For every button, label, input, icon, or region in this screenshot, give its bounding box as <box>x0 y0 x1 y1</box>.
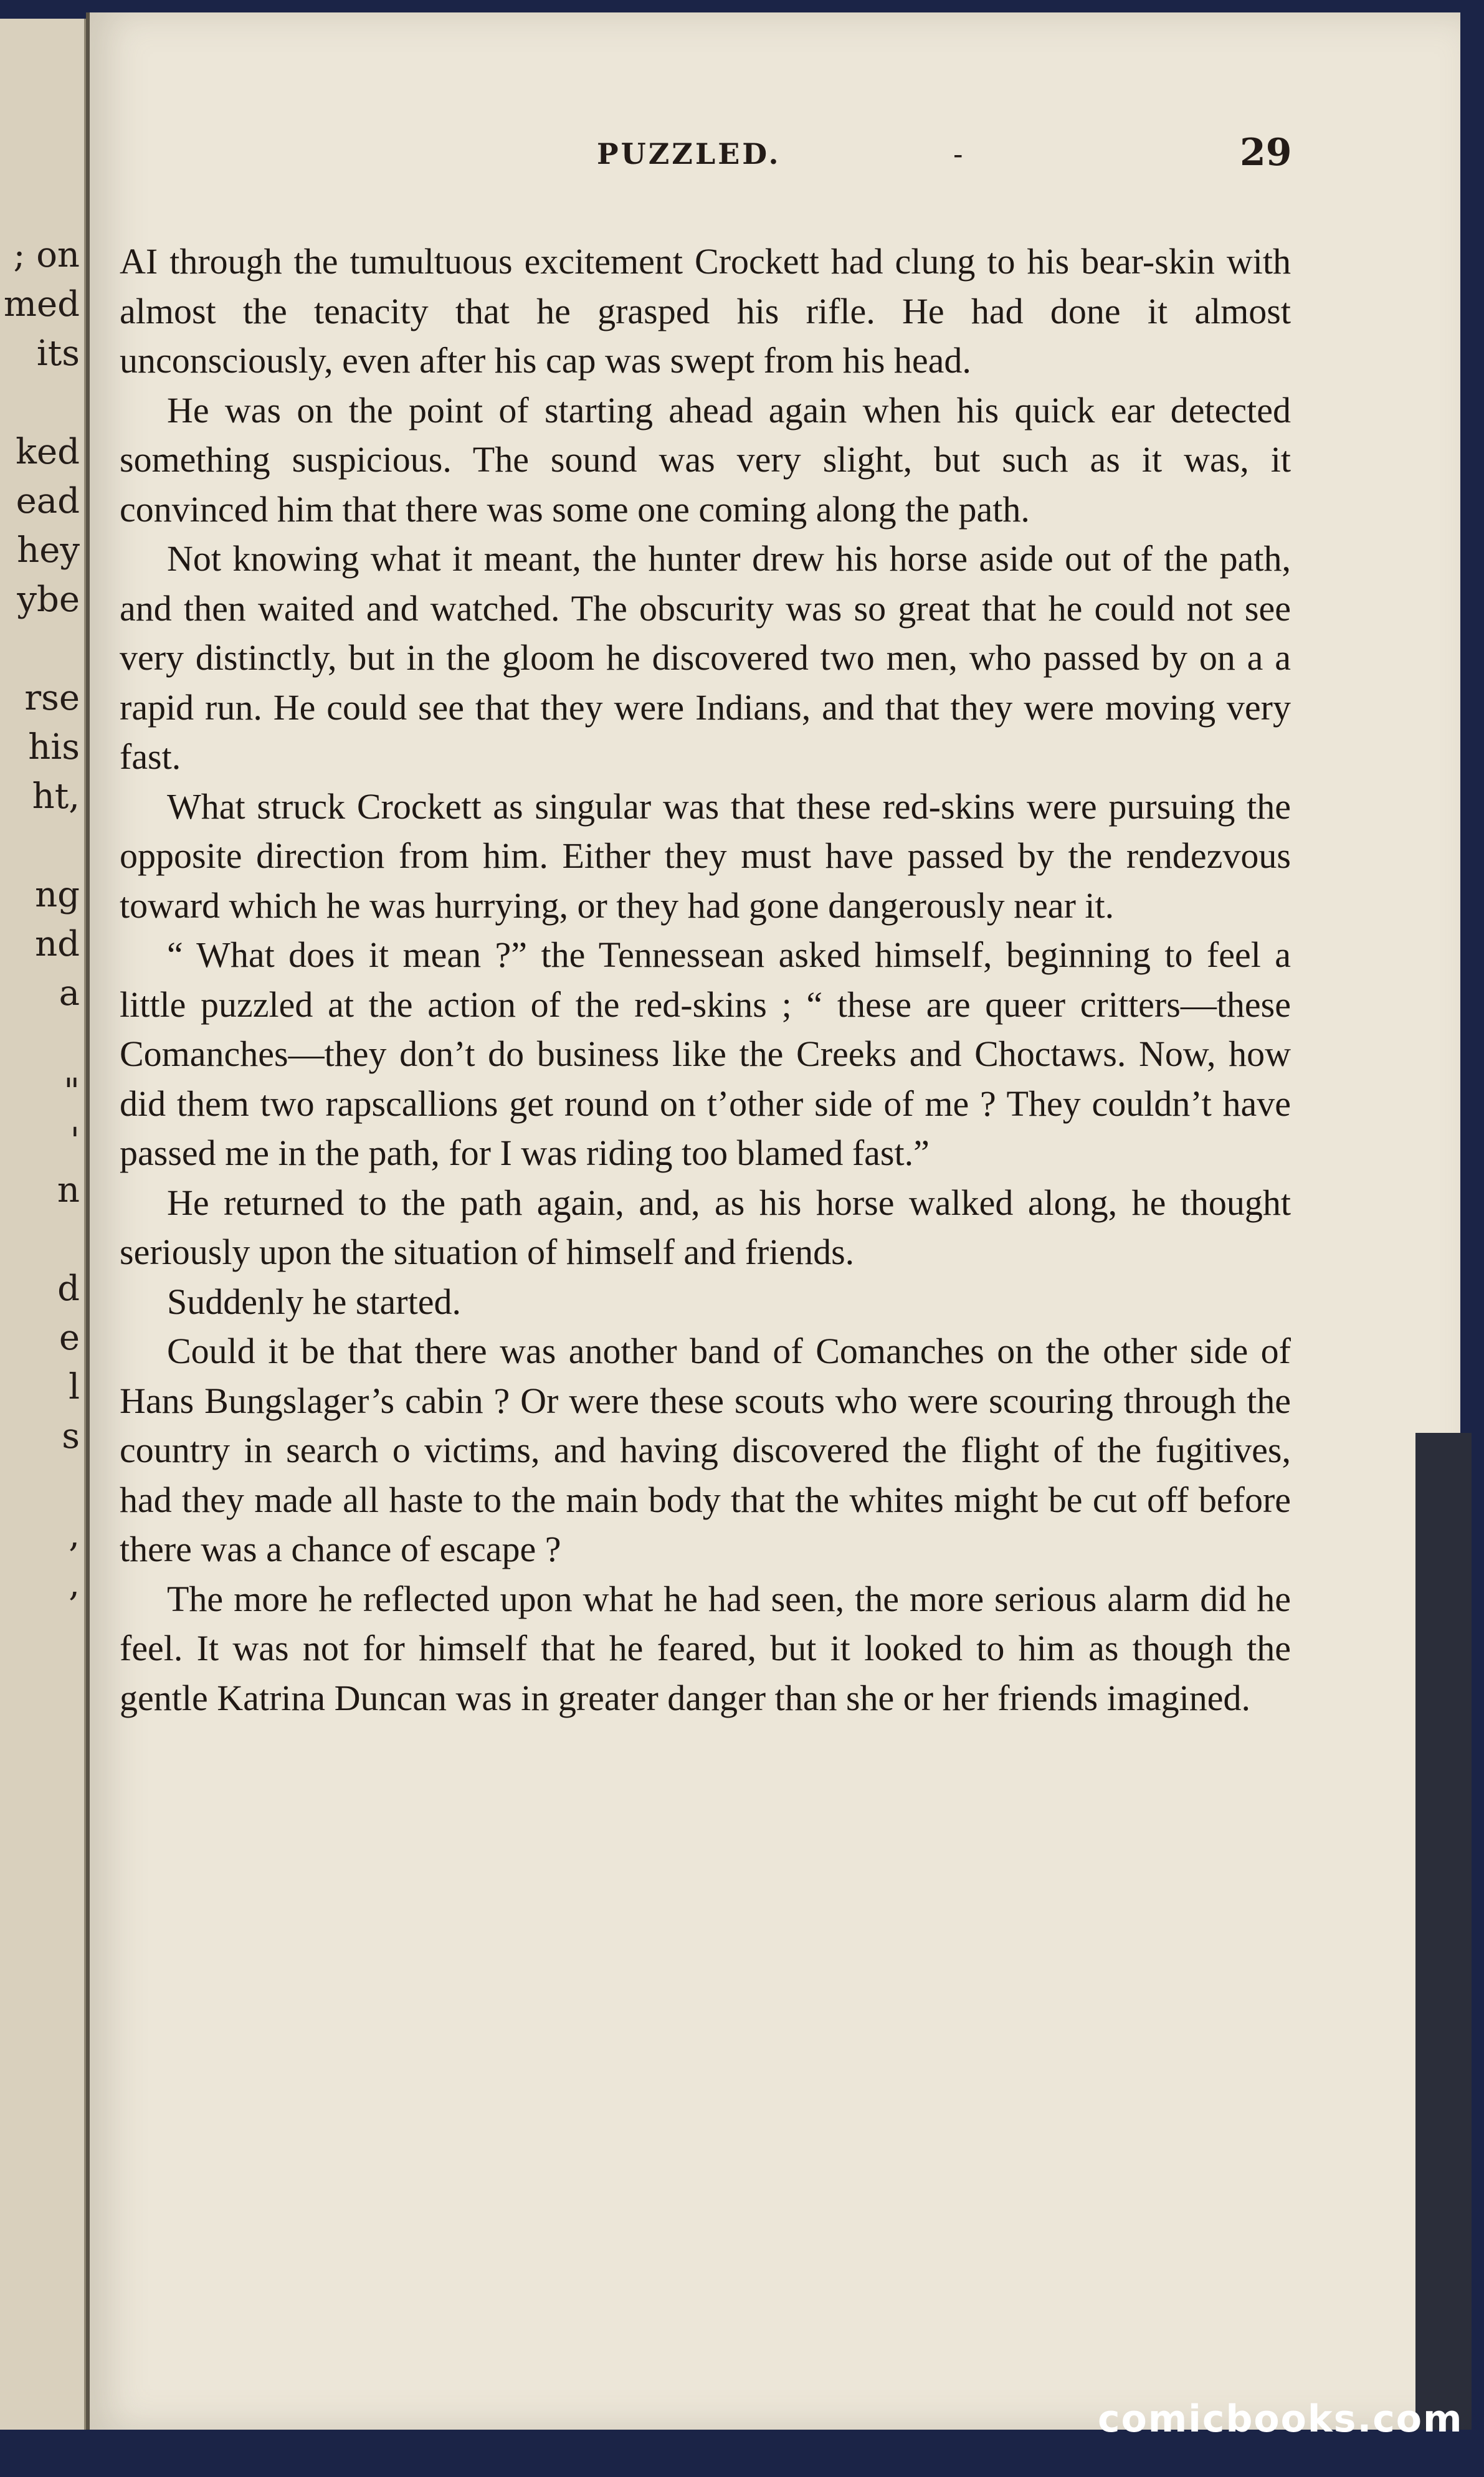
header-dash: - <box>953 137 963 171</box>
paragraph-2: He was on the point of starting ahead again when his quick ear detected something suspicious. The sound was very slight, but such as it was, it convinced him that there was some one coming along the path. <box>120 389 1291 530</box>
running-title: PUZZLED. <box>597 137 781 171</box>
paragraph-7: Suddenly he started. <box>167 1281 461 1322</box>
page-number: 29 <box>1240 131 1292 174</box>
paragraph-3: Not knowing what it meant, the hunter drew his horse aside out of the path, and then waited and watched. The obscurity was so great that he could not see very distinctly, but in the gloom he discovered two men, who passed by on a a rapid run. He could see that they were Indians, and that they were moving very fast. <box>120 538 1291 777</box>
paragraph-1: AI through the tumultuous excitement Crockett had clung to his bear-skin with almost the tenacity that he grasped his rifle. He had done it almost unconsciously, even after his cap was swept from his head. <box>120 241 1291 381</box>
left-page-text-fragments: ; on med its ked ead hey ybe rse his ht, ng nd a " ' n d e l s , , <box>3 235 80 1604</box>
paragraph-9: The more he reflected upon what he had seen, the more serious alarm did he feel. It was not for himself that he feared, but it looked to him as though the gentle Katrina Duncan was in greater danger than she or her friends imagined. <box>120 1578 1291 1718</box>
paragraph-8: Could it be that there was another band of Comanches on the other side of Hans Bungslager’s cabin ? Or were these scouts who were scouring through the country in search o victims, and having discovered the flight of the fugitives, had they made all haste to the main body that the whites might be cut off before there was a chance of escape ? <box>120 1331 1291 1569</box>
page-body-text <box>120 237 1291 1723</box>
left-page-edge <box>0 19 87 2430</box>
paragraph-4: What struck Crockett as singular was that these red-skins were pursuing the opposite direction from him. Either they must have passed by the rendezvous toward which he was hurrying, or they had gone dangerously near it. <box>120 786 1291 926</box>
watermark-logo: comicbooks.com <box>1098 2397 1463 2441</box>
page-shadow-edge <box>1415 1433 1472 2430</box>
paragraph-5: “ What does it mean ?” the Tennessean asked himself, beginning to feel a little puzzled at the action of the red-skins ; “ these are queer critters—these Comanches—they don’t do business like the Creeks and Choctaws. Now, how did them two rapscallions get round on t’other side of me ? They couldn’t have passed me in the path, for I was riding too blamed fast.” <box>120 934 1291 1173</box>
paragraph-6: He returned to the path again, and, as his horse walked along, he thought seriously upon the situation of himself and friends. <box>120 1182 1291 1272</box>
